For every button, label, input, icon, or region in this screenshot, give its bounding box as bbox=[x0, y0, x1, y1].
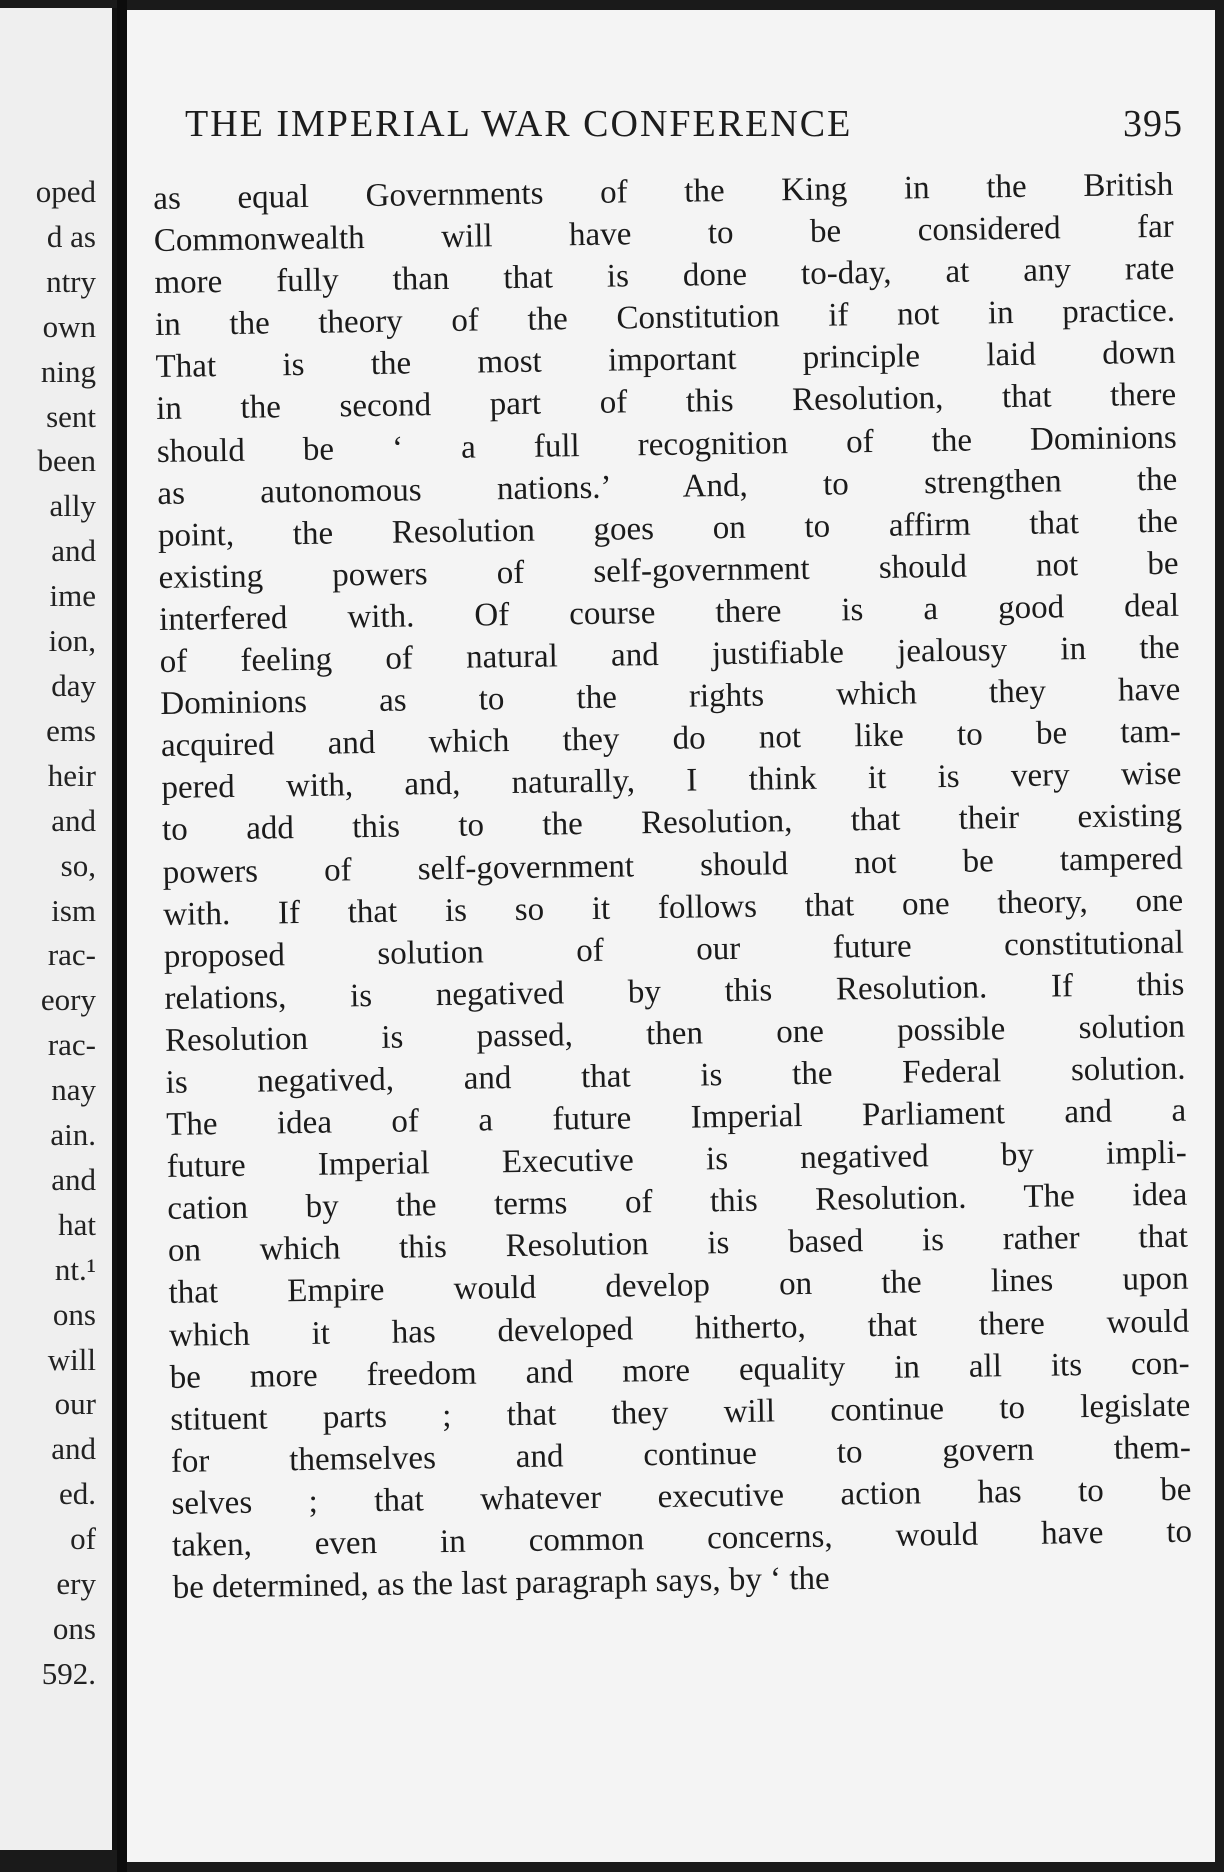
text-line: as equal Governments of the King in the British bbox=[153, 166, 1174, 217]
page-number: 395 bbox=[1123, 103, 1183, 145]
left-page-line: ems bbox=[46, 712, 96, 748]
left-page-line: ons bbox=[52, 1611, 96, 1646]
left-page-line: own bbox=[42, 308, 96, 344]
text-line: pered with, and, naturally, I think it is very wise bbox=[161, 756, 1182, 807]
left-page-line: eory bbox=[40, 982, 96, 1018]
text-line: interfered with. Of course there is a good deal bbox=[158, 587, 1180, 638]
left-page-line: nt.¹ bbox=[54, 1251, 96, 1287]
text-line: is negatived, and that is the Federal solution. bbox=[165, 1050, 1186, 1101]
left-page-line: ain. bbox=[50, 1117, 96, 1153]
text-line: with. If that is so it follows that one theory, one bbox=[163, 882, 1184, 933]
text-line: cation by the terms of this Resolution. The idea bbox=[167, 1176, 1188, 1228]
text-line: Dominions as to the rights which they have bbox=[160, 671, 1181, 723]
text-line: be determined, as the last paragraph says, by ‘ the bbox=[172, 1560, 830, 1606]
left-page-line: ons bbox=[52, 1296, 96, 1332]
text-line: point, the Resolution goes on to affirm that the bbox=[157, 503, 1179, 554]
left-page-line: and bbox=[51, 1161, 96, 1197]
text-line: which it has developed hitherto, that there would bbox=[168, 1303, 1190, 1354]
text-line: taken, even in common concerns, would have to bbox=[171, 1513, 1193, 1564]
text-line: The idea of a future Imperial Parliament and a bbox=[165, 1092, 1187, 1143]
book-gutter bbox=[117, 0, 127, 1872]
left-page-line: ning bbox=[40, 353, 96, 389]
text-line: on which this Resolution is based is rather that bbox=[167, 1218, 1189, 1270]
text-line: that Empire would develop on the lines upon bbox=[168, 1261, 1189, 1312]
left-page-line: ery bbox=[56, 1566, 96, 1602]
left-page-line: ed. bbox=[58, 1476, 96, 1512]
left-page-line: and bbox=[51, 1431, 96, 1467]
left-page-line: and bbox=[51, 802, 96, 838]
text-line: powers of self-government should not be tampered bbox=[162, 840, 1183, 891]
left-page-line: d as bbox=[46, 218, 96, 254]
left-page-line: so, bbox=[60, 847, 96, 883]
body-text bbox=[153, 164, 1193, 1609]
left-page-fragment bbox=[0, 8, 117, 1850]
text-line: in the second part of this Resolution, that there bbox=[155, 377, 1177, 428]
text-line: future Imperial Executive is negatived by impli- bbox=[166, 1134, 1187, 1186]
left-page-line: heir bbox=[47, 757, 96, 793]
text-line: more fully than that is done to-day, at any rate bbox=[154, 250, 1175, 302]
text-line: be more freedom and more equality in all its con- bbox=[169, 1345, 1190, 1396]
left-page-line: our bbox=[54, 1386, 96, 1422]
right-page bbox=[127, 10, 1215, 1862]
left-page-line: 592. bbox=[41, 1655, 96, 1691]
left-page-line: and bbox=[51, 533, 96, 569]
left-page-line: will bbox=[47, 1341, 96, 1377]
left-page-line: ntry bbox=[46, 263, 96, 299]
text-line: Commonwealth will have to be considered far bbox=[153, 208, 1175, 260]
left-page-line: been bbox=[37, 443, 96, 479]
running-title: THE IMPERIAL WAR CONFERENCE bbox=[185, 103, 853, 145]
text-line: stituent parts ; that they will continue to legislate bbox=[170, 1387, 1191, 1438]
text-line: That is the most important principle laid down bbox=[155, 335, 1176, 386]
text-line: Resolution is passed, then one possible solution bbox=[164, 1008, 1186, 1059]
left-page-line: ism bbox=[51, 892, 96, 928]
left-page-line: ion, bbox=[48, 623, 96, 659]
text-line: should be ‘ a full recognition of the Dominions bbox=[156, 419, 1177, 470]
left-page-line: of bbox=[70, 1521, 96, 1557]
text-line: of feeling of natural and justifiable jealousy in the bbox=[159, 629, 1180, 680]
text-line: for themselves and continue to govern them- bbox=[170, 1429, 1192, 1480]
left-page-line: hat bbox=[58, 1206, 96, 1242]
left-page-line: ime bbox=[49, 578, 96, 614]
text-line: selves ; that whatever executive action has to be bbox=[171, 1471, 1192, 1522]
text-line: proposed solution of our future constitutional bbox=[163, 924, 1185, 975]
left-page-line: rac- bbox=[47, 937, 96, 973]
left-page-line: day bbox=[51, 667, 96, 703]
left-page-line: nay bbox=[51, 1072, 96, 1108]
left-page-line: oped bbox=[35, 174, 96, 209]
left-page-text bbox=[36, 170, 96, 1697]
text-line: as autonomous nations.’ And, to strengthen the bbox=[157, 461, 1178, 512]
left-page-line: sent bbox=[46, 398, 96, 434]
text-line: to add this to the Resolution, that their existing bbox=[161, 798, 1183, 849]
text-line: acquired and which they do not like to be tam- bbox=[160, 713, 1182, 765]
text-line: in the theory of the Constitution if not in practice. bbox=[154, 293, 1176, 344]
text-line: relations, is negatived by this Resolution. If this bbox=[164, 966, 1185, 1017]
text-line: existing powers of self-government should not be bbox=[158, 545, 1179, 596]
left-page-line: rac- bbox=[47, 1027, 96, 1063]
left-page-line: ally bbox=[49, 488, 96, 524]
